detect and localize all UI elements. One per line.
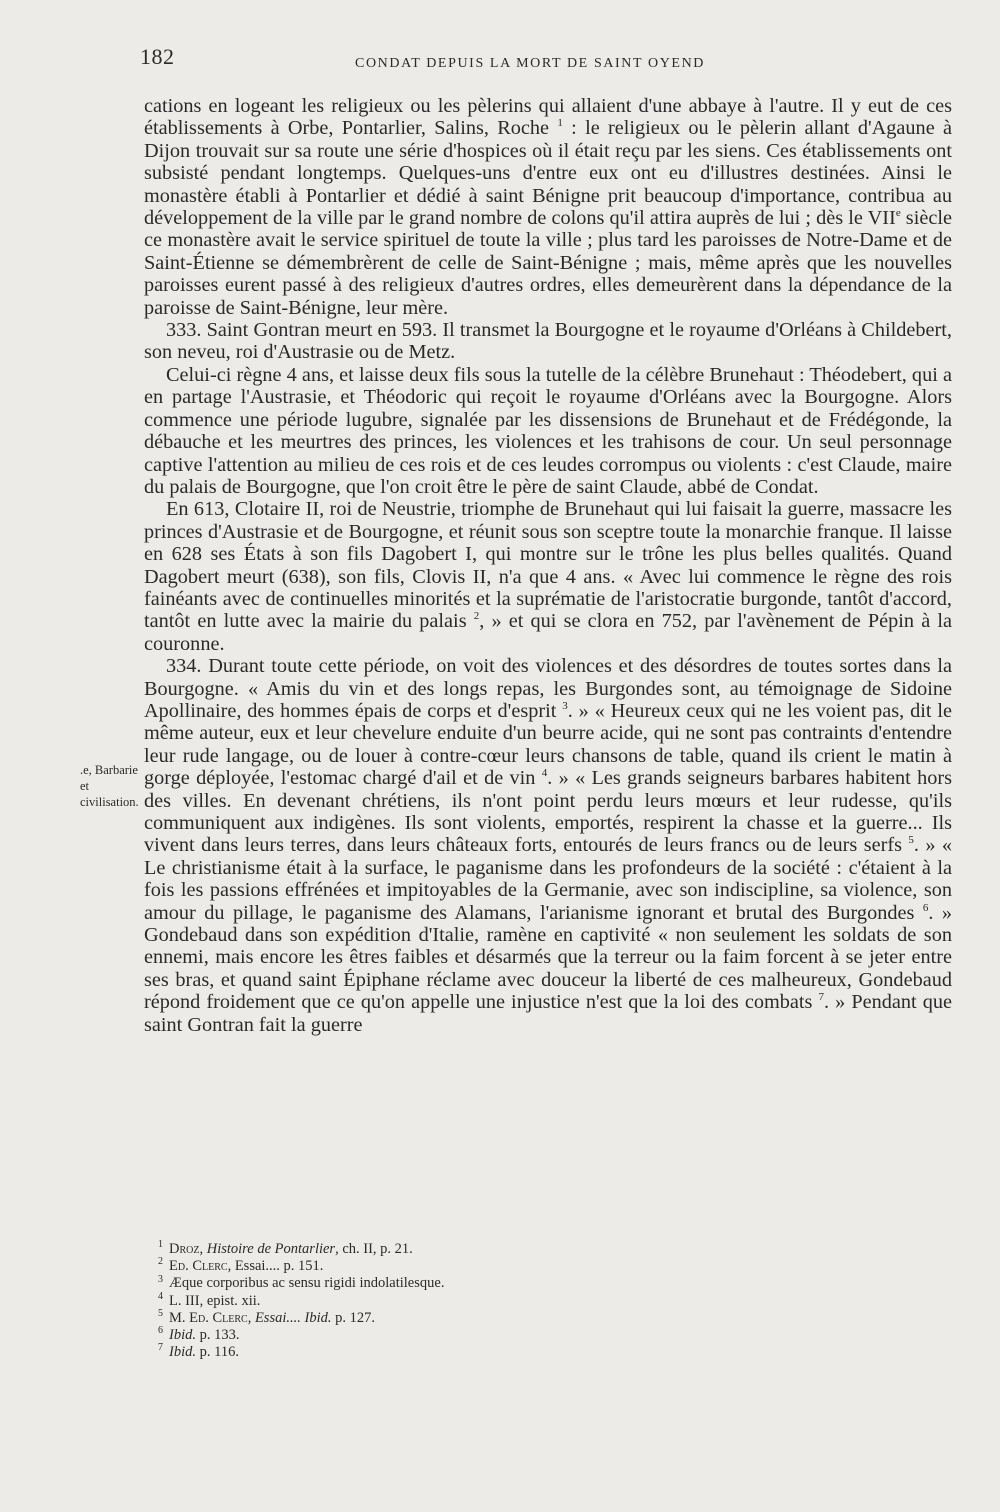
footnote-number: 3 — [158, 1273, 163, 1285]
footnote-reference: 3 — [562, 700, 568, 713]
margin-note: .e, Barbarie et civilisation. — [80, 763, 139, 809]
footnote-number: 4 — [158, 1290, 163, 1302]
footnote-text: p. 116. — [195, 1344, 239, 1361]
footnote-text: p. 133. — [195, 1327, 240, 1344]
footnote — [158, 1344, 858, 1361]
footnote-text: Essai.... Ibid. — [254, 1309, 332, 1326]
footnote-reference: 5 — [908, 834, 914, 847]
footnote-text: Ibid. — [169, 1344, 196, 1361]
footnote-text: Ed. Clerc — [169, 1258, 228, 1275]
page-number: 182 — [140, 44, 175, 69]
footnote-number: 7 — [158, 1342, 163, 1354]
footnote-reference: e — [895, 207, 901, 220]
footnote-reference: 1 — [557, 117, 563, 130]
footnote — [158, 1241, 858, 1258]
footnote — [158, 1327, 858, 1344]
footnote-text: M. Ed. Clerc — [169, 1309, 248, 1326]
footnote-text: Droz, — [169, 1241, 207, 1257]
paragraph: Celui-ci règne 4 ans, et laisse deux fils sous la tutelle de la célèbre Brunehaut : Théodebert, qui a en partage l'Austrasie, et Théodoric qui reçoit le royaume d'Orléans avec la Bourgogne. Alors commence une période lugubre, signalée par les dissensions de Brunehaut et de Frédégonde, la débauche et les meurtres des princes, les violences et les trahisons de cour. Un seul personnage captive l'attention au milieu de ces rois et de ces leudes corrompus ou violents : c'est Claude, maire du palais de Bourgogne, que l'on croit être le père de saint Claude, abbé de Condat. — [144, 363, 952, 498]
body-text — [144, 95, 952, 1036]
paragraph: cations en logeant les religieux ou les pèlerins qui allaient d'une abbaye à l'autre. Il y eut de ces établissements à Orbe, Pontarlier, Salins, Roche $^1$ : le religieux ou le pèlerin allant d'Agaune à Dijon trouvait sur sa route une série d'hospices où il était reçu par les siens. Ces établissements ont subsisté pendant longtemps. Quelques-uns d'entre eux ont eu d'illustres destinées. Ainsi le monastère établi à Pontarlier et dédié à saint Bénigne prit beaucoup d'importance, contribua au développement de la ville par le grand nombre de colons qu'il attira auprès de lui ; dès le VIIe siècle ce monastère avait le service spirituel de toute la ville ; plus tard les paroisses de Notre-Dame et de Saint-Étienne se démembrèrent de celle de Saint-Bénigne ; mais, même après que les nouvelles paroisses eurent passé à des religieux d'autres ordres, elles demeurèrent dans la dépendance de la paroisse de Saint-Bénigne, leur mère. — [144, 95, 952, 319]
footnote-text: Æque corporibus ac sensu rigidi indolatilesque. — [169, 1275, 445, 1292]
footnote-reference: 4 — [541, 767, 548, 780]
footnote — [158, 1307, 858, 1327]
paragraph: 334. Durant toute cette période, on voit des violences et des désordres de toutes sortes dans la Bourgogne. « Amis du vin et des longs repas, les Burgondes sont, au témoignage de Sidoine Apollinaire, des hommes épais de corps et d'esprit $^3$. » « Heureux ceux qui ne les voient pas, dit le même auteur, eux et leur chevelure enduite d'un beurre acide, qui ne sont pas contraints d'entendre leur rude langage, ou de louer à contre-cœur leurs chansons de table, quand ils crient le matin à gorge déployée, l'estomac chargé d'ail et de vin $^4$. » « Les grands seigneurs barbares habitent hors des villes. En devenant chrétiens, ils n'ont point perdu leurs mœurs et leur rudesse, qu'ils communiquent aux indigènes. Ils sont violents, emportés, respirent la chasse et la guerre... Ils vivent dans leurs terres, dans leurs châteaux forts, entourés de leurs francs ou de leurs serfs $^5$. » « Le christianisme était à la surface, le paganisme dans les profondeurs de la société : c'étaient à la fois les passions effrénées et impitoyables de la Germanie, avec son indiscipline, sa violence, son amour du pillage, le paganisme des Alamans, l'arianisme ignorant et brutal des Burgondes $^6$. » Gondebaud dans son expédition d'Italie, ramène en captivité « non seulement les soldats de son ennemi, mais encore les êtres faibles et désarmés que la terreur ou la faim forcent à se jeter entre ses bras, et quand saint Épiphane réclame avec douceur la liberté de ces malheureux, Gondebaud répond froidement que ce qu'on appelle une injustice n'est que la loi des combats $^7$. » Pendant que saint Gontran fait la guerre — [144, 655, 953, 1036]
footnote-text: Histoire de Pontarlier — [206, 1241, 336, 1257]
footnote-reference: 7 — [818, 991, 824, 1004]
footnote-reference: 2 — [473, 610, 480, 623]
footnote-reference: 6 — [922, 901, 929, 914]
footnote-number: 5 — [158, 1307, 163, 1319]
footnote-text: , ch. II, p. 21. — [335, 1241, 413, 1257]
paragraph: En 613, Clotaire II, roi de Neustrie, triomphe de Brunehaut qui lui faisait la guerre, massacre les princes d'Austrasie et de Bourgogne, et réunit sous son sceptre toute la monarchie franque. Il laisse en 628 ses États à son fils Dagobert I, qui montre sur le trône les plus belles qualités. Quand Dagobert meurt (638), son fils, Clovis II, n'a que 4 ans. « Avec lui commence le règne des rois fainéants avec de continuelles minorités et la suprématie de l'aristocratie burgonde, tantôt d'accord, tantôt en lutte avec la mairie du palais $^2$, » et qui se clora en 752, par l'avènement de Pépin à la couronne. — [144, 498, 952, 655]
running-head: CONDAT DEPUIS LA MORT DE SAINT OYEND — [355, 56, 706, 71]
footnote-number: 1 — [158, 1239, 163, 1251]
footnote-number: 6 — [158, 1325, 163, 1337]
footnotes — [158, 1241, 858, 1361]
footnote-text: , Essai.... p. 151. — [227, 1258, 324, 1275]
footnote-text: p. 127. — [331, 1309, 375, 1326]
footnote-text: , — [247, 1309, 255, 1326]
footnote-text: L. III, epist. xii. — [169, 1292, 261, 1309]
footnote — [158, 1258, 858, 1275]
paragraph: 333. Saint Gontran meurt en 593. Il transmet la Bourgogne et le royaume d'Orléans à Childebert, son neveu, roi d'Austrasie ou de Metz. — [144, 319, 952, 364]
footnote — [158, 1275, 858, 1292]
footnote-text: Ibid. — [169, 1327, 196, 1344]
footnote-number: 2 — [158, 1256, 163, 1268]
footnote — [158, 1290, 858, 1310]
